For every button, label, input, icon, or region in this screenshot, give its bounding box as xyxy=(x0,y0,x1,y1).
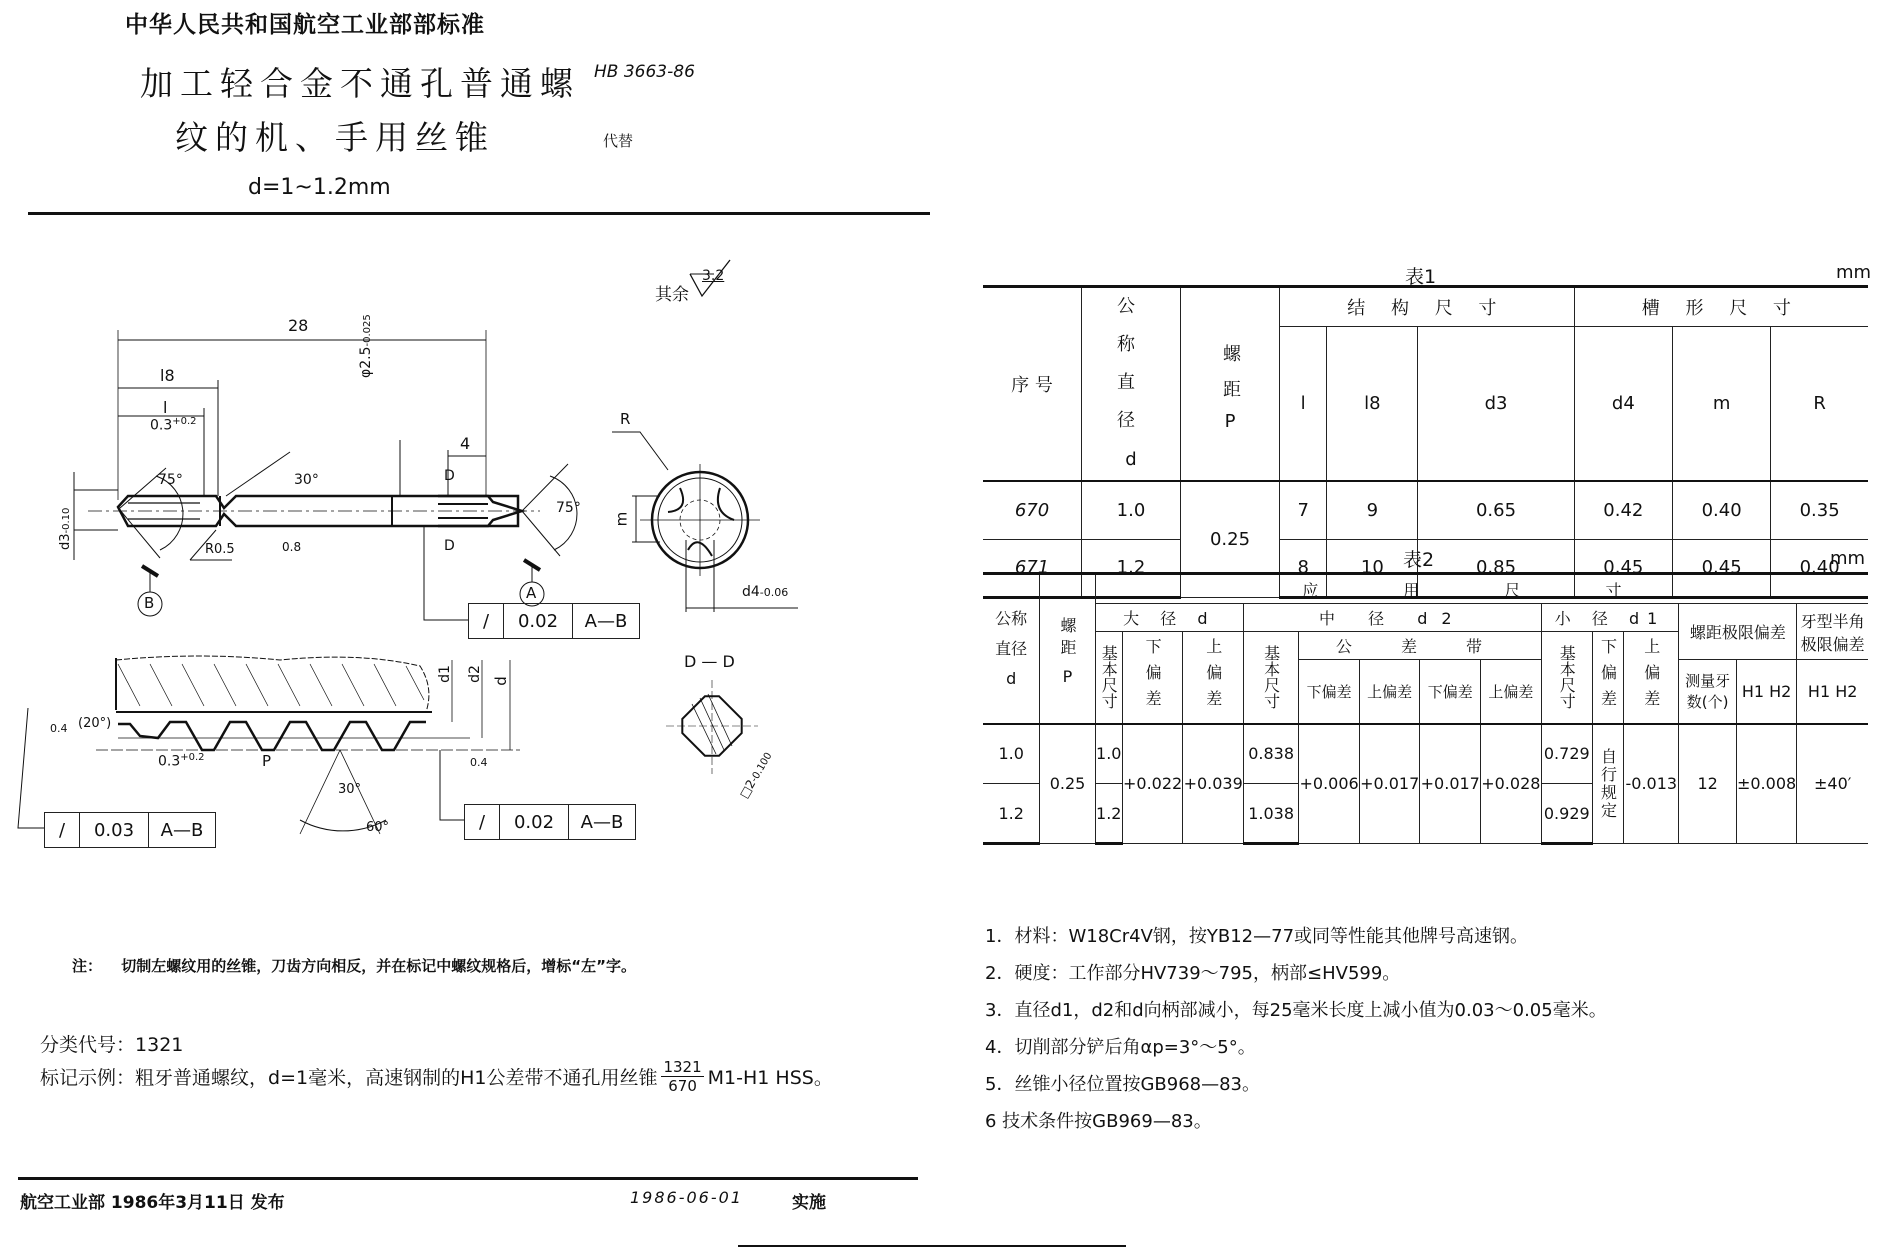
cell-minor-upper: -0.013 xyxy=(1624,724,1679,844)
fcf-runout-upper xyxy=(468,603,640,639)
mark-suffix: M1-H1 HSS。 xyxy=(707,1067,833,1089)
dim-square-len: 4 xyxy=(460,434,471,453)
tap-drawing xyxy=(0,220,960,860)
t1-h-m: m xyxy=(1673,327,1771,481)
t1-h-d3: d3 xyxy=(1418,327,1574,481)
t2-h-major: 大 径 d xyxy=(1095,604,1243,632)
cell-major-basic: 1.2 xyxy=(1095,784,1122,844)
table1-caption: 表1 xyxy=(1405,266,1437,288)
t2-h-h1h2: H1 H2 xyxy=(1736,660,1797,724)
cell-d: 1.2 xyxy=(1082,539,1181,597)
dim-angle-30: 30° xyxy=(294,472,319,488)
datum-a: A xyxy=(526,584,537,602)
cell-d3: 0.85 xyxy=(1418,539,1574,597)
label-m: m xyxy=(612,511,631,527)
footer-effective-label: 实施 xyxy=(792,1193,826,1213)
dim-l: l xyxy=(163,398,168,417)
t2-h-minor: 小 径 d1 xyxy=(1541,604,1679,632)
surface-rest-label: 其余 xyxy=(655,285,689,305)
t1-h-pitch: 螺 距 P xyxy=(1181,287,1280,482)
runout-icon: / xyxy=(45,813,80,847)
fcf-value: 0.03 xyxy=(80,813,149,847)
t2-h-half-h1h2: H1 H2 xyxy=(1797,660,1868,724)
dim-overall-length: 28 xyxy=(288,316,309,335)
note-label: 注： xyxy=(72,957,103,975)
issuing-org: 中华人民共和国航空工业部部标准 xyxy=(125,12,485,38)
datum-b: B xyxy=(144,594,155,612)
thread-angle: 60° xyxy=(366,820,390,835)
note-item: 1．材料：W18Cr4V钢，按YB12—77或同等性能其他牌号高速钢。 xyxy=(985,926,1529,947)
t1-h-nominal: 公 称 直 径 d xyxy=(1082,287,1181,482)
dim-chamfer-len: $0.3^{+0.2}$ xyxy=(150,416,197,434)
t1-h-d4: d4 xyxy=(1574,327,1672,481)
t2-h-measure-teeth: 测量牙数(个) xyxy=(1679,660,1736,724)
t2-h-minor-lower: 下偏差 xyxy=(1592,632,1623,724)
t2-h-minor-upper: 上偏差 xyxy=(1624,632,1679,724)
cell-seq: 670 xyxy=(983,481,1082,539)
t1-h-groove: 槽 形 尺 寸 xyxy=(1574,287,1868,327)
table2 xyxy=(983,572,1868,845)
surface-rest-value: 3.2 xyxy=(702,268,725,284)
table-row xyxy=(983,481,1868,539)
cell-h1-lower: +0.006 xyxy=(1299,724,1360,844)
title-line-2: 纹的机、手用丝锥 xyxy=(175,118,495,157)
cell-l8: 10 xyxy=(1327,539,1418,597)
cell-d3: 0.65 xyxy=(1418,481,1574,539)
fcf-runout-lower-left xyxy=(44,812,216,848)
note-text: 切制左螺纹用的丝锥，刀齿方向相反，并在标记中螺纹规格后，增标“左”字。 xyxy=(121,957,636,975)
fcf-runout-lower-right xyxy=(464,804,636,840)
t1-h-r: R xyxy=(1771,327,1868,481)
table1-unit: mm xyxy=(1836,262,1872,283)
t1-h-seq: 序 号 xyxy=(983,287,1082,482)
t2-h-h2-upper: 上偏差 xyxy=(1481,660,1542,724)
t2-h-h2-lower: 下偏差 xyxy=(1420,660,1481,724)
fcf-value: 0.02 xyxy=(504,604,573,638)
cell-m: 0.45 xyxy=(1673,539,1771,597)
title-range: d=1~1.2mm xyxy=(248,175,391,200)
note-item: 3．直径d1，d2和d向柄部减小，每25毫米长度上减小值为0.03～0.05毫米。 xyxy=(985,1000,1607,1021)
replaces-label: 代替 xyxy=(603,132,634,150)
runout-icon: / xyxy=(469,604,504,638)
cell-d4: 0.45 xyxy=(1574,539,1672,597)
cell-major-lower: +0.022 xyxy=(1122,724,1183,844)
section-d-bottom: D xyxy=(444,538,455,554)
fcf-value: 0.02 xyxy=(500,805,569,839)
table2-caption: 表2 xyxy=(1403,549,1435,571)
cell-pitch: 0.25 xyxy=(1181,481,1280,597)
cell-pitch-basic: 0.838 xyxy=(1243,724,1298,784)
mark-example xyxy=(40,1058,833,1095)
dim-shank-dia: φ2.5-0.025 xyxy=(358,314,374,378)
cell-l: 8 xyxy=(1280,539,1327,597)
cell-h2-lower: +0.017 xyxy=(1420,724,1481,844)
class-code-value: 1321 xyxy=(135,1034,184,1056)
cell-d4: 0.42 xyxy=(1574,481,1672,539)
t1-h-struct: 结 构 尺 寸 xyxy=(1280,287,1575,327)
dim-d4: d4-0.06 xyxy=(742,584,789,600)
t2-h-nominal: 公称直径 d xyxy=(983,574,1040,724)
fcf-datum: A—B xyxy=(160,819,204,841)
roughness-shank: 0.8 xyxy=(282,540,302,554)
table2-unit: mm xyxy=(1830,548,1866,569)
note-item: 2．硬度：工作部分HV739～795，柄部≤HV599。 xyxy=(985,963,1401,984)
thread-d: d xyxy=(491,676,510,686)
t2-h-minor-basic: 基本尺寸 xyxy=(1541,632,1592,724)
cell-h2-upper: +0.028 xyxy=(1481,724,1542,844)
t2-h-pitchdia: 中 径 d2 xyxy=(1243,604,1541,632)
fcf-datum: A—B xyxy=(584,610,628,632)
table-row xyxy=(983,724,1868,784)
t2-h-pitch: 螺距 P xyxy=(1040,574,1095,724)
t2-h-halfangle: 牙型半角极限偏差 xyxy=(1797,604,1868,660)
t2-h-pitch-basic: 基本尺寸 xyxy=(1243,632,1298,724)
t1-h-l: l xyxy=(1280,327,1327,481)
note-item: 4．切削部分铲后角αp=3°～5°。 xyxy=(985,1037,1256,1058)
cell-l8: 9 xyxy=(1327,481,1418,539)
cell-minor-lower: 自行规定 xyxy=(1592,724,1623,844)
t2-h-h1-lower: 下偏差 xyxy=(1299,660,1360,724)
t2-h-tolband: 公 差 带 xyxy=(1299,632,1541,660)
mark-fraction xyxy=(661,1058,703,1095)
dim-l8: l8 xyxy=(160,366,175,385)
cell-l: 7 xyxy=(1280,481,1327,539)
section-d-top: D xyxy=(444,468,455,484)
t2-h-major-upper: 上偏差 xyxy=(1183,632,1244,724)
cell-h1-upper: +0.017 xyxy=(1359,724,1420,844)
cell-d: 1.0 xyxy=(1082,481,1181,539)
cell-measure-teeth: 12 xyxy=(1679,724,1736,844)
cell-minor-basic: 0.929 xyxy=(1541,784,1592,844)
thread-roughness-left: 0.4 xyxy=(50,722,68,735)
t2-h-h1-upper: 上偏差 xyxy=(1359,660,1420,724)
cell-r: 0.40 xyxy=(1771,539,1868,597)
footer-effective-date: 1986-06-01 xyxy=(630,1188,743,1207)
t2-h-pitchlimit: 螺距极限偏差 xyxy=(1679,604,1797,660)
mark-example-label: 标记示例： xyxy=(40,1067,136,1089)
dim-fillet: R0.5 xyxy=(205,542,235,557)
footer-issued: 航空工业部 1986年3月11日 发布 xyxy=(20,1193,285,1213)
mark-example-text: 粗牙普通螺纹，d=1毫米，高速钢制的H1公差带不通孔用丝锥 xyxy=(135,1067,658,1089)
dim-angle-75-left: 75° xyxy=(158,472,183,488)
t2-h-major-basic: 基本尺寸 xyxy=(1095,632,1122,724)
thread-chamfer-len: $0.3^{+0.2}$ xyxy=(158,752,205,770)
dim-d3: d3-0.10 xyxy=(58,507,73,550)
cell-minor-basic: 0.729 xyxy=(1541,724,1592,784)
note-item: 6 技术条件按GB969—83。 xyxy=(985,1111,1212,1132)
cell-half-angle: ±40′ xyxy=(1797,724,1868,844)
title-line-1: 加工轻合金不通孔普通螺 xyxy=(140,64,580,103)
runout-icon: / xyxy=(465,805,500,839)
cell-pitch-dev: ±0.008 xyxy=(1736,724,1797,844)
thread-pitch: P xyxy=(262,752,272,770)
cell-d: 1.2 xyxy=(983,784,1040,844)
thread-roughness-right: 0.4 xyxy=(470,756,488,769)
t1-h-l8: l8 xyxy=(1327,327,1418,481)
class-code-label: 分类代号： xyxy=(40,1034,136,1056)
cell-pitch-basic: 1.038 xyxy=(1243,784,1298,844)
t2-h-applied: 应 用 尺 寸 xyxy=(1095,574,1868,604)
section-dd-title: D — D xyxy=(684,652,735,671)
standard-number: HB 3663-86 xyxy=(594,62,695,82)
cell-m: 0.40 xyxy=(1673,481,1771,539)
dim-square-size: □2-0.100 xyxy=(736,750,775,801)
thread-chamfer-angle: (20°) xyxy=(78,716,112,731)
cell-major-upper: +0.039 xyxy=(1183,724,1244,844)
bottom-rule xyxy=(738,1245,1126,1247)
note-item: 5．丝锥小径位置按GB968—83。 xyxy=(985,1074,1261,1095)
cell-r: 0.35 xyxy=(1771,481,1868,539)
thread-d2: d2 xyxy=(466,665,483,683)
footer-rule xyxy=(18,1177,918,1180)
frac-denominator: 670 xyxy=(668,1077,697,1095)
header-rule xyxy=(28,212,930,215)
cell-d: 1.0 xyxy=(983,724,1040,784)
cell-pitch: 0.25 xyxy=(1040,724,1095,844)
class-code xyxy=(40,1030,183,1057)
cell-seq: 671 xyxy=(983,539,1082,597)
thread-half-angle: 30° xyxy=(338,782,362,797)
dim-angle-75-right: 75° xyxy=(556,500,581,516)
left-note xyxy=(72,955,636,976)
t2-h-major-lower: 下偏差 xyxy=(1122,632,1183,724)
label-r: R xyxy=(620,410,631,428)
technical-notes xyxy=(985,922,1607,1144)
cell-major-basic: 1.0 xyxy=(1095,724,1122,784)
frac-numerator: 1321 xyxy=(663,1058,702,1076)
thread-d1: d1 xyxy=(436,665,453,683)
fcf-datum: A—B xyxy=(580,811,624,833)
